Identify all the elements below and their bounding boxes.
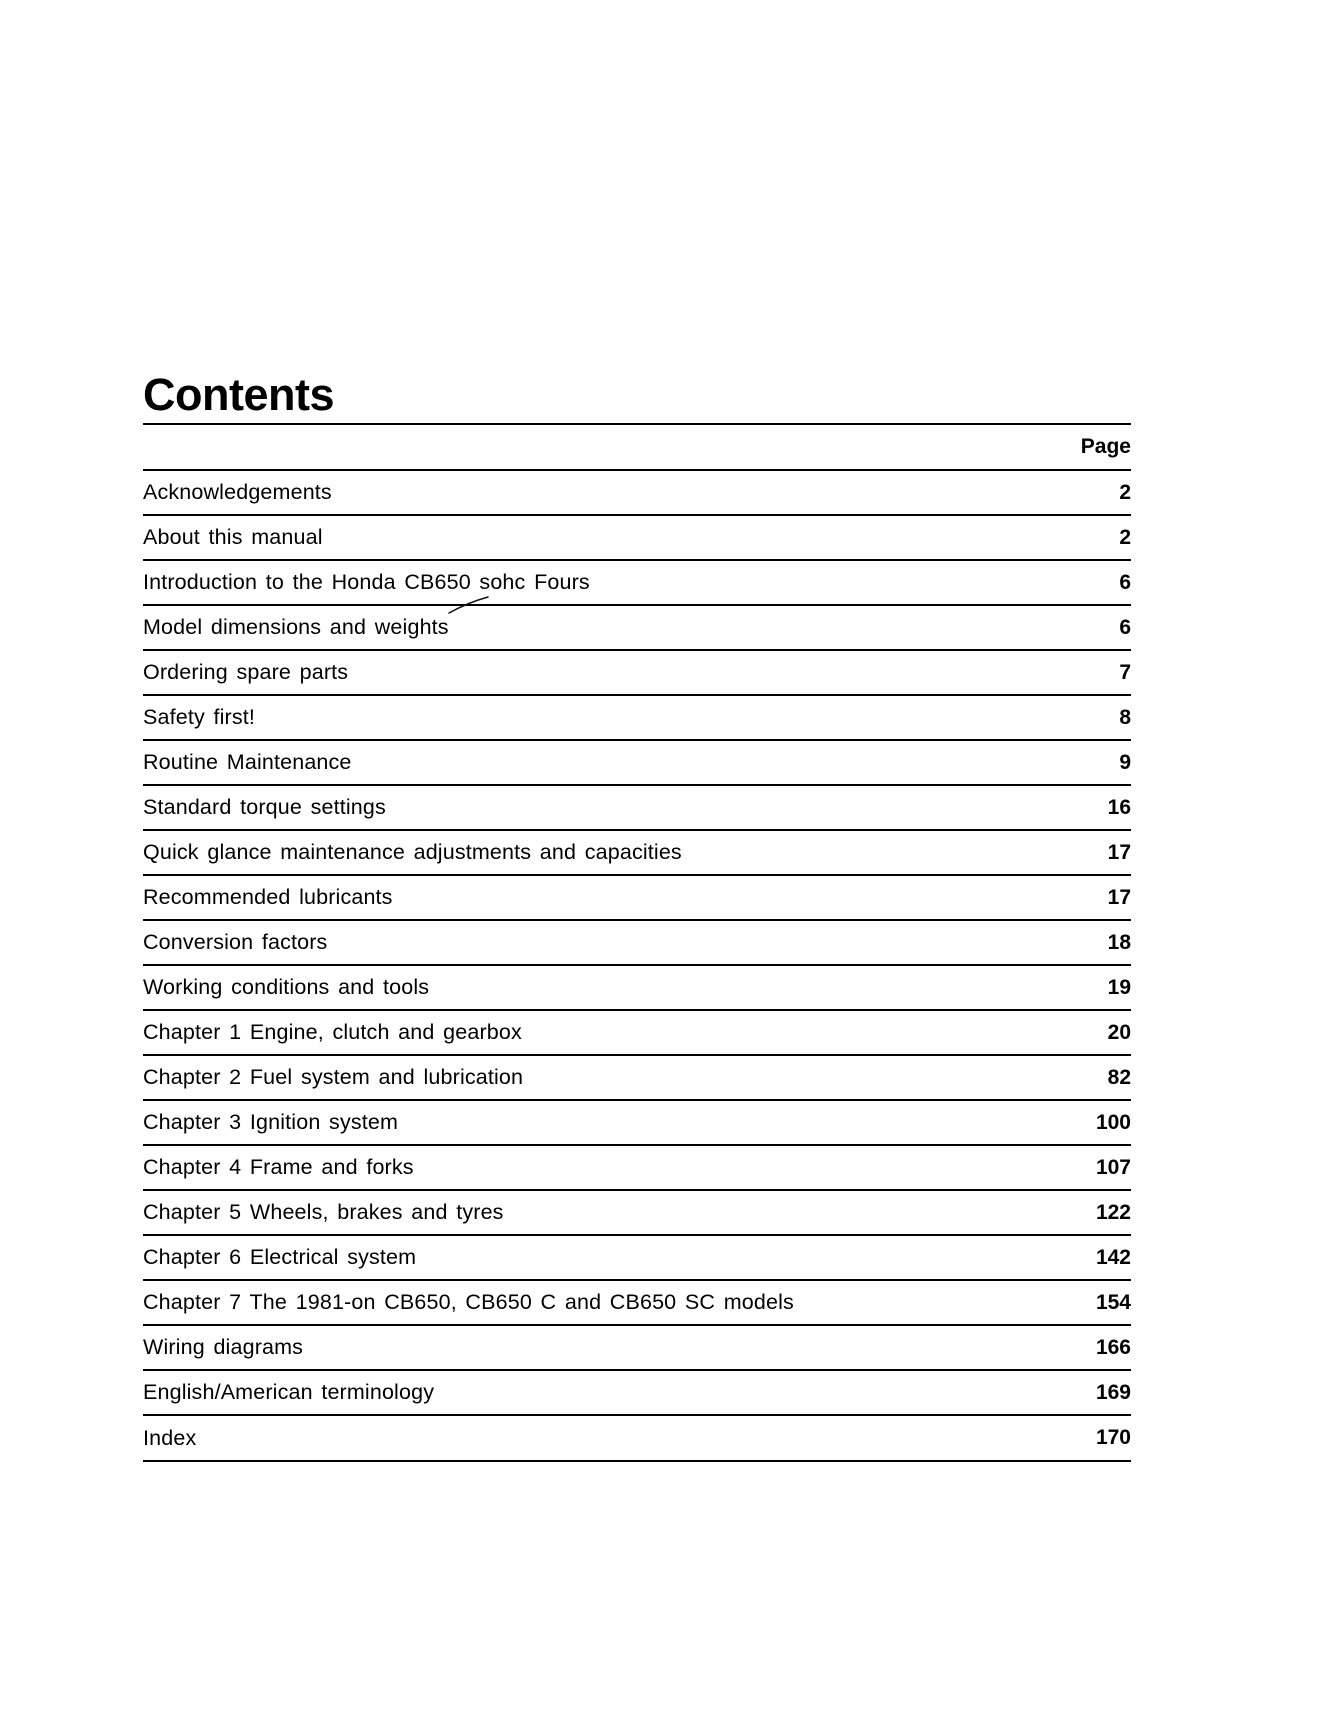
toc-entry-label: Chapter 5 Wheels, brakes and tyres [143,1190,1060,1235]
toc-header-row [143,425,1131,470]
table-row[interactable] [143,740,1131,785]
toc-entry-label: English/American terminology [143,1370,1060,1415]
toc-entry-page: 7 [1060,650,1131,695]
table-row[interactable] [143,605,1131,650]
toc-entry-page: 18 [1060,920,1131,965]
table-row[interactable] [143,1145,1131,1190]
toc-entry-page: 154 [1060,1280,1131,1325]
toc-body [143,425,1131,1460]
table-of-contents [143,425,1131,1460]
toc-entry-label: Introduction to the Honda CB650 sohc Fours [143,560,1060,605]
toc-entry-page: 17 [1060,830,1131,875]
toc-entry-label: Chapter 3 Ignition system [143,1100,1060,1145]
toc-entry-page: 170 [1060,1415,1131,1460]
toc-entry-page: 19 [1060,965,1131,1010]
table-row[interactable] [143,1235,1131,1280]
table-row[interactable] [143,650,1131,695]
toc-entry-label: Ordering spare parts [143,650,1060,695]
toc-entry-label: Standard torque settings [143,785,1060,830]
table-row[interactable] [143,920,1131,965]
toc-header-label-cell [143,425,1060,470]
toc-entry-page: 20 [1060,1010,1131,1055]
toc-entry-label: Index [143,1415,1060,1460]
table-row[interactable] [143,695,1131,740]
table-row[interactable] [143,965,1131,1010]
toc-entry-page: 2 [1060,515,1131,560]
table-row[interactable] [143,1370,1131,1415]
toc-entry-page: 82 [1060,1055,1131,1100]
toc-entry-label: Acknowledgements [143,470,1060,515]
toc-entry-label: Conversion factors [143,920,1060,965]
toc-entry-label: Working conditions and tools [143,965,1060,1010]
toc-entry-label: Recommended lubricants [143,875,1060,920]
toc-entry-label: Wiring diagrams [143,1325,1060,1370]
toc-entry-label: Model dimensions and weights [143,605,1060,650]
toc-header-page-label: Page [1080,435,1131,458]
table-row[interactable] [143,470,1131,515]
toc-entry-page: 169 [1060,1370,1131,1415]
toc-entry-label: Quick glance maintenance adjustments and capacities [143,830,1060,875]
toc-entry-page: 166 [1060,1325,1131,1370]
toc-entry-page: 17 [1060,875,1131,920]
table-row[interactable] [143,1055,1131,1100]
toc-bottom-rule [143,1460,1131,1462]
toc-entry-label: Chapter 4 Frame and forks [143,1145,1060,1190]
table-row[interactable] [143,1415,1131,1460]
toc-entry-page: 6 [1060,560,1131,605]
table-row[interactable] [143,560,1131,605]
table-row[interactable] [143,785,1131,830]
toc-entry-label: About this manual [143,515,1060,560]
toc-entry-page: 100 [1060,1100,1131,1145]
toc-entry-page: 2 [1060,470,1131,515]
table-row[interactable] [143,1190,1131,1235]
table-row[interactable] [143,1325,1131,1370]
toc-entry-label: Chapter 1 Engine, clutch and gearbox [143,1010,1060,1055]
toc-entry-page: 142 [1060,1235,1131,1280]
table-row[interactable] [143,1280,1131,1325]
toc-entry-page: 9 [1060,740,1131,785]
table-row[interactable] [143,515,1131,560]
contents-block [143,369,1131,1462]
toc-entry-page: 122 [1060,1190,1131,1235]
toc-entry-label: Chapter 7 The 1981-on CB650, CB650 C and CB650 SC models [143,1280,1060,1325]
toc-entry-page: 8 [1060,695,1131,740]
toc-entry-label: Chapter 2 Fuel system and lubrication [143,1055,1060,1100]
toc-entry-label: Routine Maintenance [143,740,1060,785]
table-row[interactable] [143,875,1131,920]
toc-entry-page: 16 [1060,785,1131,830]
table-row[interactable] [143,830,1131,875]
table-row[interactable] [143,1010,1131,1055]
table-row[interactable] [143,1100,1131,1145]
toc-entry-label: Safety first! [143,695,1060,740]
toc-entry-page: 6 [1060,605,1131,650]
toc-entry-label: Chapter 6 Electrical system [143,1235,1060,1280]
toc-entry-page: 107 [1060,1145,1131,1190]
page-title: Contents [143,369,334,420]
